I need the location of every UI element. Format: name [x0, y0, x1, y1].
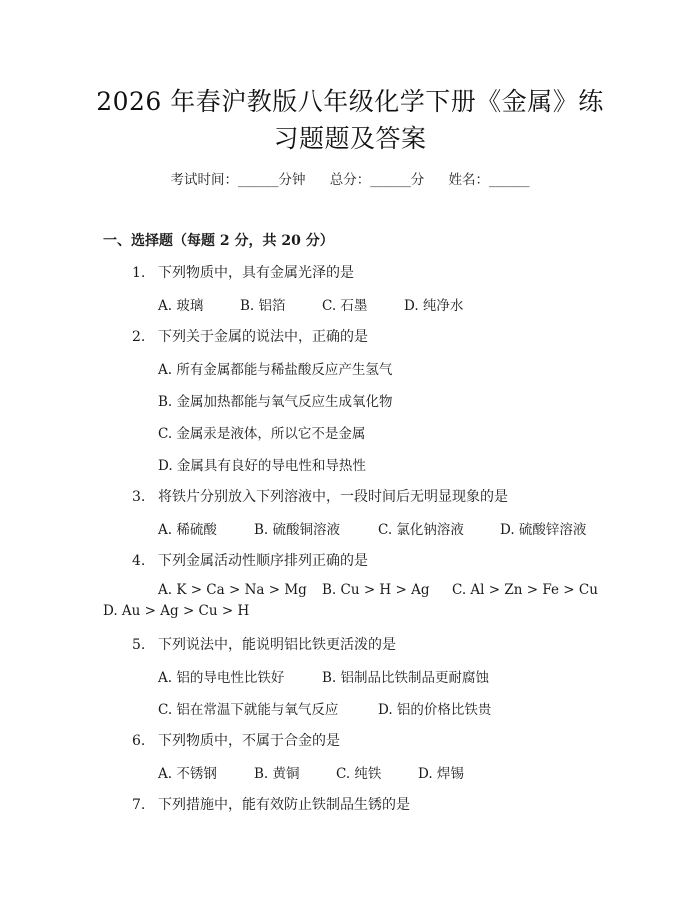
question-3 [132, 486, 508, 506]
section-heading: 一、选择题（每题 2 分，共 20 分） [103, 233, 334, 249]
q3-option-c: C. 氯化钠溶液 [378, 522, 464, 538]
exam-time: 考试时间：______分钟 [170, 172, 306, 188]
question-number: 2. [132, 329, 146, 345]
q2-option-b: B. 金属加热都能与氧气反应生成氧化物 [158, 394, 393, 410]
q2-option-a: A. 所有金属都能与稀盐酸反应产生氢气 [158, 362, 393, 378]
q4-option-a: A. K > Ca > Na > Mg [158, 582, 307, 598]
question-2 [132, 326, 368, 346]
q4-option-c: C. Al > Zn > Fe > Cu [452, 582, 598, 598]
question-text: 下列物质中，具有金属光泽的是 [158, 265, 354, 281]
question-text: 下列说法中，能说明铝比铁更活泼的是 [158, 637, 396, 653]
q3-option-a: A. 稀硫酸 [158, 522, 217, 538]
q5-option-b: B. 铝制品比铁制品更耐腐蚀 [322, 670, 490, 686]
q6-option-b: B. 黄铜 [254, 766, 300, 782]
q3-option-d: D. 硫酸锌溶液 [500, 522, 587, 538]
question-number: 4. [132, 553, 146, 569]
question-number: 6. [132, 733, 146, 749]
question-text: 下列金属活动性顺序排列正确的是 [158, 553, 368, 569]
student-name: 姓名：______ [448, 172, 530, 188]
q6-option-a: A. 不锈钢 [158, 766, 217, 782]
q6-option-c: C. 纯铁 [336, 766, 382, 782]
q1-option-b: B. 铝箔 [240, 298, 286, 314]
question-6 [132, 730, 340, 750]
q1-option-d: D. 纯净水 [404, 298, 464, 314]
q4-option-b: B. Cu > H > Ag [322, 582, 430, 598]
question-text: 下列措施中，能有效防止铁制品生锈的是 [158, 797, 410, 813]
page-title-line1: 2026 年春沪教版八年级化学下册《金属》练 [96, 87, 604, 116]
q6-option-d: D. 焊锡 [418, 766, 464, 782]
page-title-line2: 习题题及答案 [273, 124, 427, 153]
question-number: 7. [132, 797, 146, 813]
question-1 [132, 262, 354, 282]
question-text: 下列物质中，不属于合金的是 [158, 733, 340, 749]
q2-option-c: C. 金属汞是液体，所以它不是金属 [158, 426, 366, 442]
exam-meta [0, 168, 700, 188]
question-text: 将铁片分别放入下列溶液中，一段时间后无明显现象的是 [158, 489, 508, 505]
q5-option-a: A. 铝的导电性比铁好 [158, 670, 285, 686]
question-4 [132, 550, 368, 570]
question-7 [132, 794, 410, 814]
question-text: 下列关于金属的说法中，正确的是 [158, 329, 368, 345]
q1-option-c: C. 石墨 [322, 298, 368, 314]
question-number: 5. [132, 637, 146, 653]
q4-option-d: D. Au > Ag > Cu > H [103, 603, 250, 619]
q3-option-b: B. 硫酸铜溶液 [254, 522, 341, 538]
question-5 [132, 634, 396, 654]
total-score: 总分：______分 [329, 172, 425, 188]
q5-option-d: D. 铝的价格比铁贵 [378, 702, 492, 718]
q1-option-a: A. 玻璃 [158, 298, 204, 314]
q2-option-d: D. 金属具有良好的导电性和导热性 [158, 458, 366, 474]
q5-option-c: C. 铝在常温下就能与氧气反应 [158, 702, 339, 718]
question-number: 3. [132, 489, 146, 505]
question-number: 1. [132, 265, 146, 281]
